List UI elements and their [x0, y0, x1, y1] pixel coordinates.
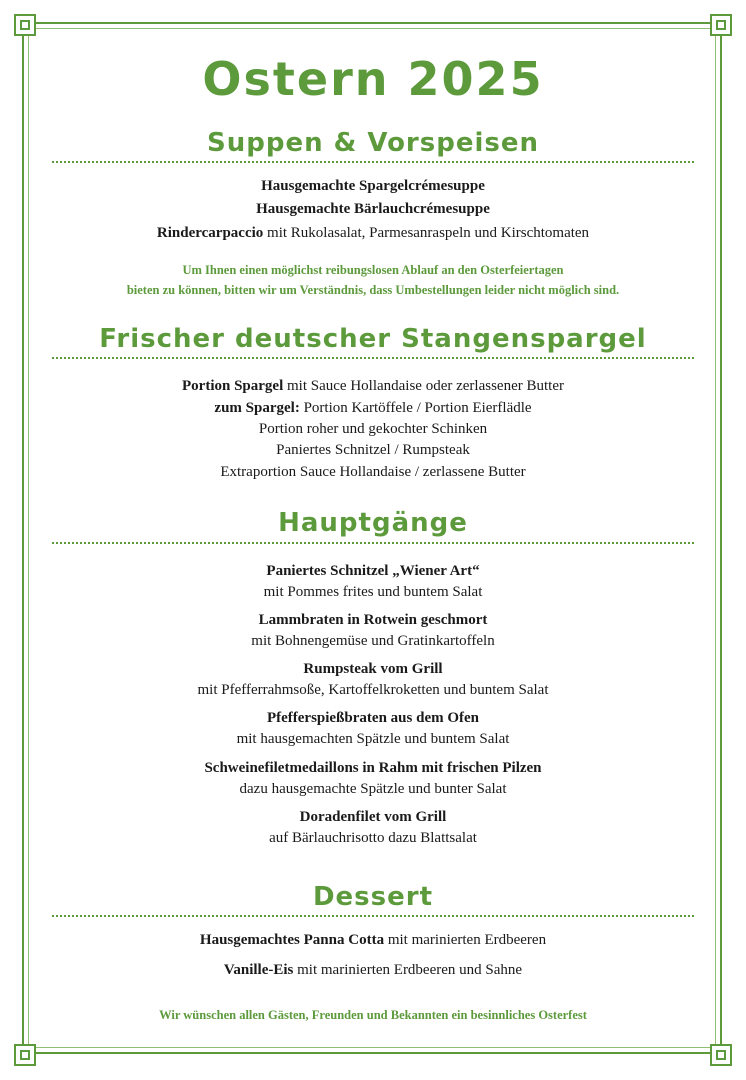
dish-name: Lammbraten in Rotwein geschmort: [258, 612, 488, 628]
section-divider: [52, 357, 694, 359]
section-divider: [52, 161, 694, 163]
menu-item: [52, 224, 694, 242]
section-divider: [52, 915, 694, 917]
corner-ornament-top-left: [14, 14, 36, 36]
menu-item: Hausgemachte Bärlauchcrémesuppe: [256, 201, 490, 217]
menu-item: Portion roher und gekochter Schinken: [258, 421, 488, 437]
menu-item-desc: mit Sauce Hollandaise oder zerlassener Butter: [283, 378, 564, 394]
dish-desc: mit hausgemachten Spätzle und buntem Salat: [236, 731, 510, 747]
menu-item: [52, 961, 694, 979]
menu-item-name: Portion Spargel: [182, 378, 284, 394]
dish-name: Schweinefiletmedaillons in Rahm mit frischen Pilzen: [204, 760, 542, 776]
menu-item-name: Vanille-Eis: [223, 962, 294, 978]
section-heading-suppen: Suppen & Vorspeisen: [206, 128, 539, 158]
info-note: Um Ihnen einen möglichst reibungslosen Ablauf an den Osterfeiertagen: [182, 263, 564, 277]
dish-desc: mit Pfefferrahmsoße, Kartoffelkroketten und buntem Salat: [197, 682, 549, 698]
menu-item-desc: mit Rukolasalat, Parmesanraspeln und Kirschtomaten: [263, 225, 590, 241]
page-title: Ostern 2025: [202, 52, 544, 106]
section-divider: [52, 542, 694, 544]
dish-desc: auf Bärlauchrisotto dazu Blattsalat: [269, 830, 477, 846]
menu-item-name: zum Spargel:: [214, 400, 300, 416]
corner-ornament-top-right: [710, 14, 732, 36]
menu-item: Extraportion Sauce Hollandaise / zerlassene Butter: [220, 464, 526, 480]
menu-item: Hausgemachte Spargelcrémesuppe: [261, 178, 485, 194]
dish-desc: dazu hausgemachte Spätzle und bunter Salat: [239, 781, 507, 797]
dish-name: Doradenfilet vom Grill: [299, 809, 447, 825]
menu-item-desc: mit marinierten Erdbeeren: [384, 932, 547, 948]
menu-item: Paniertes Schnitzel / Rumpsteak: [276, 442, 470, 458]
corner-ornament-bottom-left: [14, 1044, 36, 1066]
dish-desc: mit Pommes frites und buntem Salat: [263, 584, 483, 600]
info-note: bieten zu können, bitten wir um Verständnis, dass Umbestellungen leider nicht möglich sind.: [126, 283, 620, 297]
dish-desc: mit Bohnengemüse und Gratinkartoffeln: [251, 633, 495, 649]
menu-item-name: Hausgemachtes Panna Cotta: [199, 932, 385, 948]
dish-name: Rumpsteak vom Grill: [303, 661, 443, 677]
menu-item: [52, 931, 694, 949]
menu-item: [52, 377, 694, 395]
section-heading-haupt: Hauptgänge: [278, 508, 468, 538]
dish-name: Paniertes Schnitzel „Wiener Art“: [266, 563, 480, 579]
section-heading-spargel: Frischer deutscher Stangenspargel: [99, 324, 647, 354]
section-heading-dessert: Dessert: [312, 882, 434, 912]
corner-ornament-bottom-right: [710, 1044, 732, 1066]
dish-name: Pfefferspießbraten aus dem Ofen: [266, 710, 480, 726]
menu-item-name: Rindercarpaccio: [156, 225, 264, 241]
footer-greeting: Wir wünschen allen Gästen, Freunden und Bekannten ein besinnliches Osterfest: [159, 1008, 587, 1022]
menu-item-desc: mit marinierten Erdbeeren und Sahne: [293, 962, 523, 978]
menu-item-desc: Portion Kartöffele / Portion Eierflädle: [299, 400, 532, 416]
menu-item: [52, 399, 694, 417]
